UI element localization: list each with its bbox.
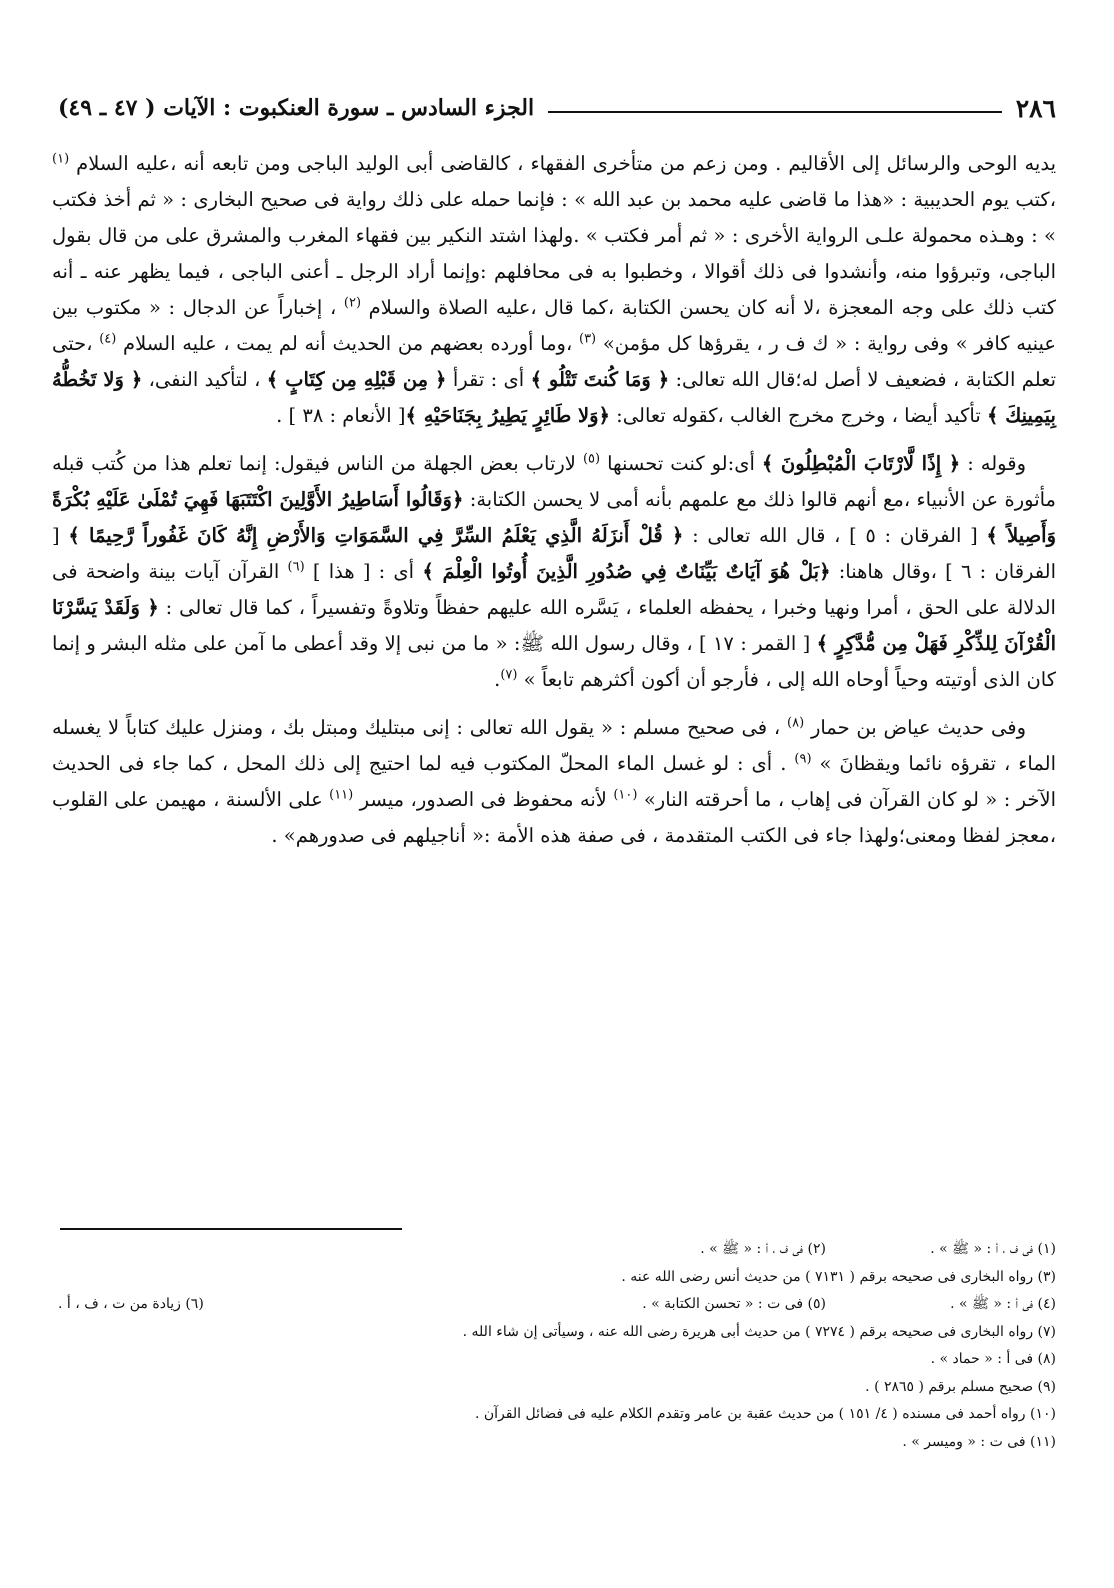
footnote-row (58, 1236, 1056, 1264)
quran-verse: ﴿ وَمَا كُنتَ تَتْلُو ﴾ (530, 368, 670, 391)
quran-verse: ﴿وَلا طَائِرٍ يَطِيرُ بِجَنَاحَيْهِ ﴾ (405, 404, 610, 427)
text-run: . (494, 668, 501, 691)
footnote-9: (٩) صحيح مسلم برقم ( ٢٨٦٥ ) . (865, 1378, 1056, 1395)
paragraph-3 (52, 710, 1056, 854)
footnote-ref: (٨) (787, 715, 805, 731)
text-run: لأنه محفوظ فى الصدور، ميسر (353, 788, 614, 811)
text-run: على الألسنة ، مهيمن على القلوب ،معجز لفظا ومعنى؛ولهذا جاء فى الكتب المتقدمة ، فى صفة هذه الأمة :« أناجيلهم فى صدورهم» . (52, 788, 1056, 847)
text-run: أى : [ هذا ] (304, 560, 423, 583)
main-text (52, 146, 1056, 854)
quran-verse: ﴿ وَلا تَخُطُّهُ بِيَمِينِكَ ﴾ (52, 368, 1056, 427)
text-run: ، فى صحيح مسلم : « يقول الله تعالى : إنى مبتليك ومبتل بك ، ومنزل عليك كتاباً لا يغسله الماء ، تقرؤه نائما ويقظانَ » (52, 716, 1056, 775)
footnote-ref: (١٠) (613, 787, 638, 803)
page-number: ٢٨٦ (1015, 93, 1056, 123)
footnote-7: (٧) رواه البخارى فى صحيحه برقم ( ٧٢٧٤ ) من حديث أبى هريرة رضى الله عنه ، وسيأتى إن شاء الله . (462, 1323, 1056, 1340)
quran-verse: ﴿ إِذًا لَّارْتَابَ الْمُبْطِلُونَ ﴾ (761, 452, 961, 475)
text-run: [ القمر : ١٧ ] ، وقال رسول الله ﷺ: « ما من نبى إلا وقد أعطى ما آمن على مثله البشر و إنما كان الذى أوتيته وحياً أوحاه الله إلى ، فأرجو أن أكون أكثرهم تابعاً » (52, 632, 1056, 691)
text-run: ، إخباراً عن الدجال : « مكتوب بين عينيه كافر » وفى رواية : « ك ف ر ، يقرؤها كل مؤمن» (52, 296, 1056, 355)
text-run: [ الأنعام : ٣٨ ] . (276, 404, 406, 427)
text-run: يديه الوحى والرسائل إلى الأقاليم . ومن زعم من متأخرى الفقهاء ، كالقاضى أبى الوليد الباجى ومن تابعه أنه ،عليه السلام (69, 152, 1056, 175)
footnote-3: (٣) رواه البخارى فى صحيحه برقم ( ٧١٣١ ) من حديث أنس رضى الله عنه . (621, 1268, 1056, 1285)
quran-verse: ﴿وَقَالُوا أَسَاطِيرُ الأَوَّلِينَ اكْتَتَبَهَا فَهِيَ تُمْلَىٰ عَلَيْهِ بُكْرَةً وَأَصِيلاً ﴾ (52, 488, 1057, 547)
footnote-6: (٦) زيادة من ت ، ف ، أ . (58, 1296, 204, 1312)
text-run: . أى : لو غسل الماء المحلّ المكتوب فيه لما احتيج إلى ذلك المحل ، كما جاء فى الحديث الآخر : « لو كان القرآن فى إهاب ، ما أحرقته النار» (52, 752, 1057, 811)
footnote-1: (١) فى ف ، أ : « ﷺ » . (930, 1241, 1056, 1257)
quran-verse: ﴿ مِن قَبْلِهِ مِن كِتَابٍ ﴾ (266, 368, 447, 391)
footnote-ref: (٣) (578, 331, 597, 347)
header-rule (548, 111, 1002, 113)
running-header (58, 84, 1056, 132)
quran-verse: ﴿ قُلْ أَنزَلَهُ الَّذِي يَعْلَمُ السِّرَّ فِي السَّمَوَاتِ وَالأَرْضِ إِنَّهُ كَانَ غَفُوراً رَّحِيمًا ﴾ (68, 524, 684, 547)
quran-verse: ﴿ وَلَقَدْ يَسَّرْنَا الْقُرْآنَ لِلذِّكْرِ فَهَلْ مِن مُّدَّكِرٍ ﴾ (52, 596, 1057, 655)
text-run: القرآن آيات بينة واضحة فى الدلالة على الحق ، أمرا ونهيا وخبرا ، يحفظه العلماء ، يَسَّره الله عليهم حفظاً وتلاوةً وتفسيراً ، كما قال تعالى : (52, 560, 1056, 619)
footnotes (58, 1236, 1056, 1456)
text-run: أى : تقرأ (446, 368, 531, 391)
footnote-4: (٤) فى أ : « ﷺ » . (950, 1296, 1056, 1312)
footnote-8: (٨) فى أ : « حماد » . (930, 1351, 1056, 1367)
text-run: ،وما أورده بعضهم من الحديث أنه لم يمت ، عليه السلام (116, 332, 579, 355)
footnote-ref: (٩) (794, 751, 812, 767)
footnote-ref: (٤) (99, 331, 117, 347)
text-run: وقوله : (960, 452, 1026, 475)
footnote-ref: (٧) (500, 667, 518, 683)
text-run: ، لتأكيد النفى، (142, 368, 267, 391)
footnote-rule (60, 1228, 402, 1230)
header-title: الجزء السادس ـ سورة العنكبوت : الآيات ( ٤٧ ـ ٤٩) (58, 95, 535, 121)
footnote-2: (٢) فى ف ، أ : « ﷺ » . (700, 1241, 826, 1257)
text-run: تأكيد أيضا ، وخرج مخرج الغالب ،كقوله تعالى: (609, 404, 987, 427)
footnote-ref: (٥) (582, 451, 601, 467)
text-run: أى:لو كنت تحسنها (600, 452, 762, 475)
text-run: [ الفرقان : ٥ ] ، قال الله تعالى : (683, 524, 987, 547)
text-run: لارتاب بعض الجهلة من الناس فيقول: إنما تعلم هذا من كُتب قبله مأثورة عن الأنبياء ،مع أنهم قالوا ذلك مع علمهم بأنه أمى لا يحسن الكتابة: (52, 452, 1057, 511)
footnote-10: (١٠) رواه أحمد فى مسنده ( ٤/ ١٥١ ) من حديث عقبة بن عامر وتقدم الكلام عليه فى فضائل القرآن . (474, 1406, 1056, 1422)
footnote-ref: (١١) (329, 787, 354, 803)
footnote-ref: (٢) (343, 295, 362, 311)
footnote-ref: (١) (52, 151, 70, 167)
text-run: [ الفرقان : ٦ ] ،وقال هاهنا: (52, 524, 1057, 583)
footnote-row (58, 1291, 1056, 1319)
paragraph-1 (52, 146, 1056, 434)
text-run: ،حتى تعلم الكتابة ، فضعيف لا أصل له؛قال الله تعالى: (52, 332, 1057, 391)
text-run: وفى حديث عياض بن حمار (804, 716, 1026, 739)
text-run: ،كتب يوم الحديبية : «هذا ما قاضى عليه محمد بن عبد الله » : فإنما حمله على ذلك رواية فى صحيح البخارى : « ثم أخذ فكتب » : وهـذه محمولة علـى الرواية الأخرى : « ثم أمر فكتب » .ولهذا اشتد النكير بين فقهاء المغرب والمشرق على من قال بقول الباجى، وتبرؤوا منه، وأنشدوا فى ذلك أقوالا ، وخطبوا به فى محافلهم :وإنما أراد الرجل ـ أعنى الباجى ، فيما يظهر عنه ـ أنه كتب ذلك على وجه المعجزة ،لا أنه كان يحسن الكتابة ،كما قال ،عليه الصلاة والسلام (52, 188, 1057, 319)
footnote-11: (١١) فى ت : « وميسر » . (902, 1433, 1056, 1450)
footnote-ref: (٦) (287, 559, 305, 575)
paragraph-2 (52, 446, 1056, 698)
footnote-5: (٥) فى ت : « تحسن الكتابة » . (642, 1296, 826, 1312)
quran-verse: ﴿بَلْ هُوَ آيَاتٌ بَيِّنَاتٌ فِي صُدُورِ الَّذِينَ أُوتُوا الْعِلْمَ ﴾ (422, 560, 831, 583)
